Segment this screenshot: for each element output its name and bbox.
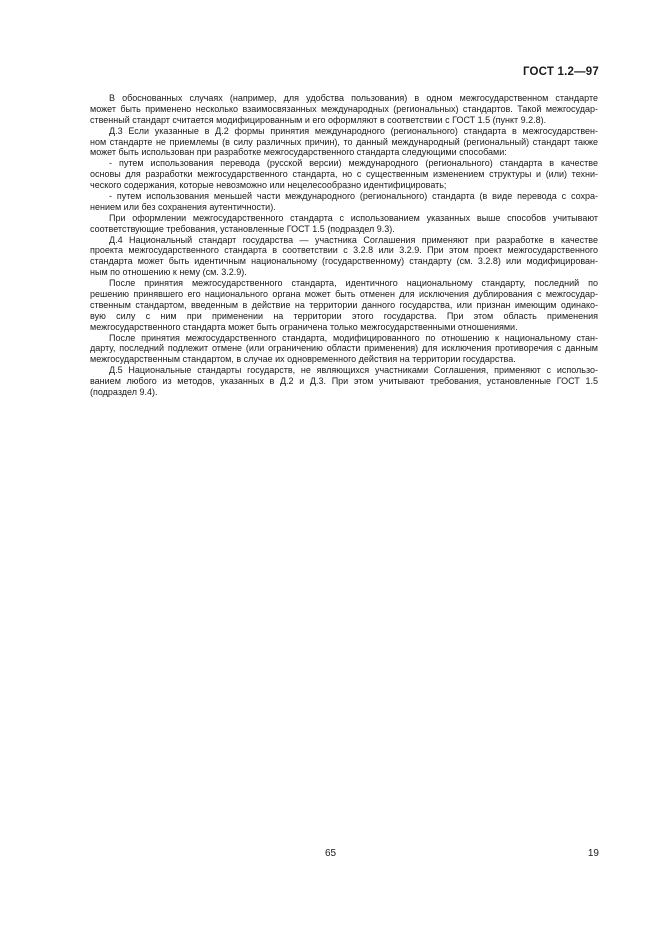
text-line: ном стандарте не приемлемы (в силу различных причин), то данный международный (региональный) стандарт также [90, 136, 598, 147]
page-number-right: 19 [587, 848, 599, 859]
paragraph [90, 365, 598, 398]
paragraph [90, 213, 598, 235]
document-body [90, 93, 598, 398]
text-line: решению принявшего его национального органа может быть отменен для исключения дублирования с межгосудар- [90, 289, 598, 300]
paragraph [90, 235, 598, 279]
text-line: ческого содержания, которые невозможно или нецелесообразно идентифицировать; [90, 180, 447, 191]
text-line: Д.3 Если указанные в Д.2 формы принятия международного (регионального) стандарта в межгосударствен- [109, 125, 598, 136]
text-line: межгосударственным стандартом, в случае их одновременного действия на территории государства. [90, 354, 516, 365]
paragraph [90, 126, 598, 159]
paragraph [90, 333, 598, 366]
text-line: нением или без сохранения аутентичности). [90, 201, 276, 212]
text-line: ванием любого из методов, указанных в Д.2 и Д.3. При этом учитывают требования, установленные ГОСТ 1.5 [90, 376, 598, 387]
paragraph [90, 93, 598, 126]
text-line: - путем использования меньшей части международного (регионального) стандарта (в виде перевода с сохра- [109, 191, 598, 202]
paragraph [90, 191, 598, 213]
text-line: В обоснованных случаях (например, для удобства пользования) в одном межгосударственном стандарте [109, 93, 598, 103]
text-line: (подраздел 9.4). [90, 387, 158, 398]
text-line: соответствующие требования, установленные ГОСТ 1.5 (подраздел 9.3). [90, 223, 395, 234]
text-line: может быть использован при разработке межгосударственного стандарта следующими способами: [90, 147, 507, 158]
text-line: межгосударственного стандарта может быть ограничена только межгосударственными отношениями. [90, 321, 518, 332]
text-line: Д.4 Национальный стандарт государства — участника Соглашения применяют при разработке в качестве [109, 234, 598, 245]
text-line: проекта межгосударственного стандарта в соответствии с 3.2.8 или 3.2.9. При этом проект межгосударственного [90, 245, 598, 256]
document-number-header: ГОСТ 1.2—97 [522, 66, 599, 78]
text-line: После принятия межгосударственного стандарта, идентичного национальному стандарту, последний по [109, 278, 598, 289]
text-line: - путем использования перевода (русской версии) международного (регионального) стандарта в качестве [109, 158, 598, 169]
text-line: ным по отношению к нему (см. 3.2.9). [90, 267, 247, 278]
text-line: ственный стандарт считается модифицированным и его оформляют в соответствии с ГОСТ 1.5 (пункт 9.2.8). [90, 114, 547, 125]
text-line: Д.5 Национальные стандарты государств, не являющихся участниками Соглашения, применяют с использо- [109, 365, 598, 376]
text-line: основы для разработки межгосударственного стандарта, но с существенным изменением структуры и (или) техни- [90, 169, 598, 180]
page-number-center: 65 [324, 848, 337, 859]
text-line: При оформлении межгосударственного стандарта с использованием указанных выше способов учитывают [109, 212, 598, 223]
text-line: дарту, последний подлежит отмене (или ограничению области применения) для исключения противоречия с данным [90, 343, 598, 354]
paragraph [90, 158, 598, 191]
paragraph [90, 278, 598, 332]
text-line: ственным стандартом, введенным в действие на территории данного государства, или признан имеющим одинако- [90, 299, 598, 310]
text-line: стандарта может быть идентичным национальному (государственному) стандарту (см. 3.2.8) или модифицирован- [90, 256, 598, 267]
text-line: может быть применено несколько взаимосвязанных международных (региональных) стандартов. Такой межгосудар- [90, 103, 598, 114]
text-line: вую силу с ним при применении на территории этого государства. При этом область применения [90, 310, 598, 321]
text-line: После принятия межгосударственного стандарта, модифицированного по отношению к национальному стан- [109, 332, 598, 343]
